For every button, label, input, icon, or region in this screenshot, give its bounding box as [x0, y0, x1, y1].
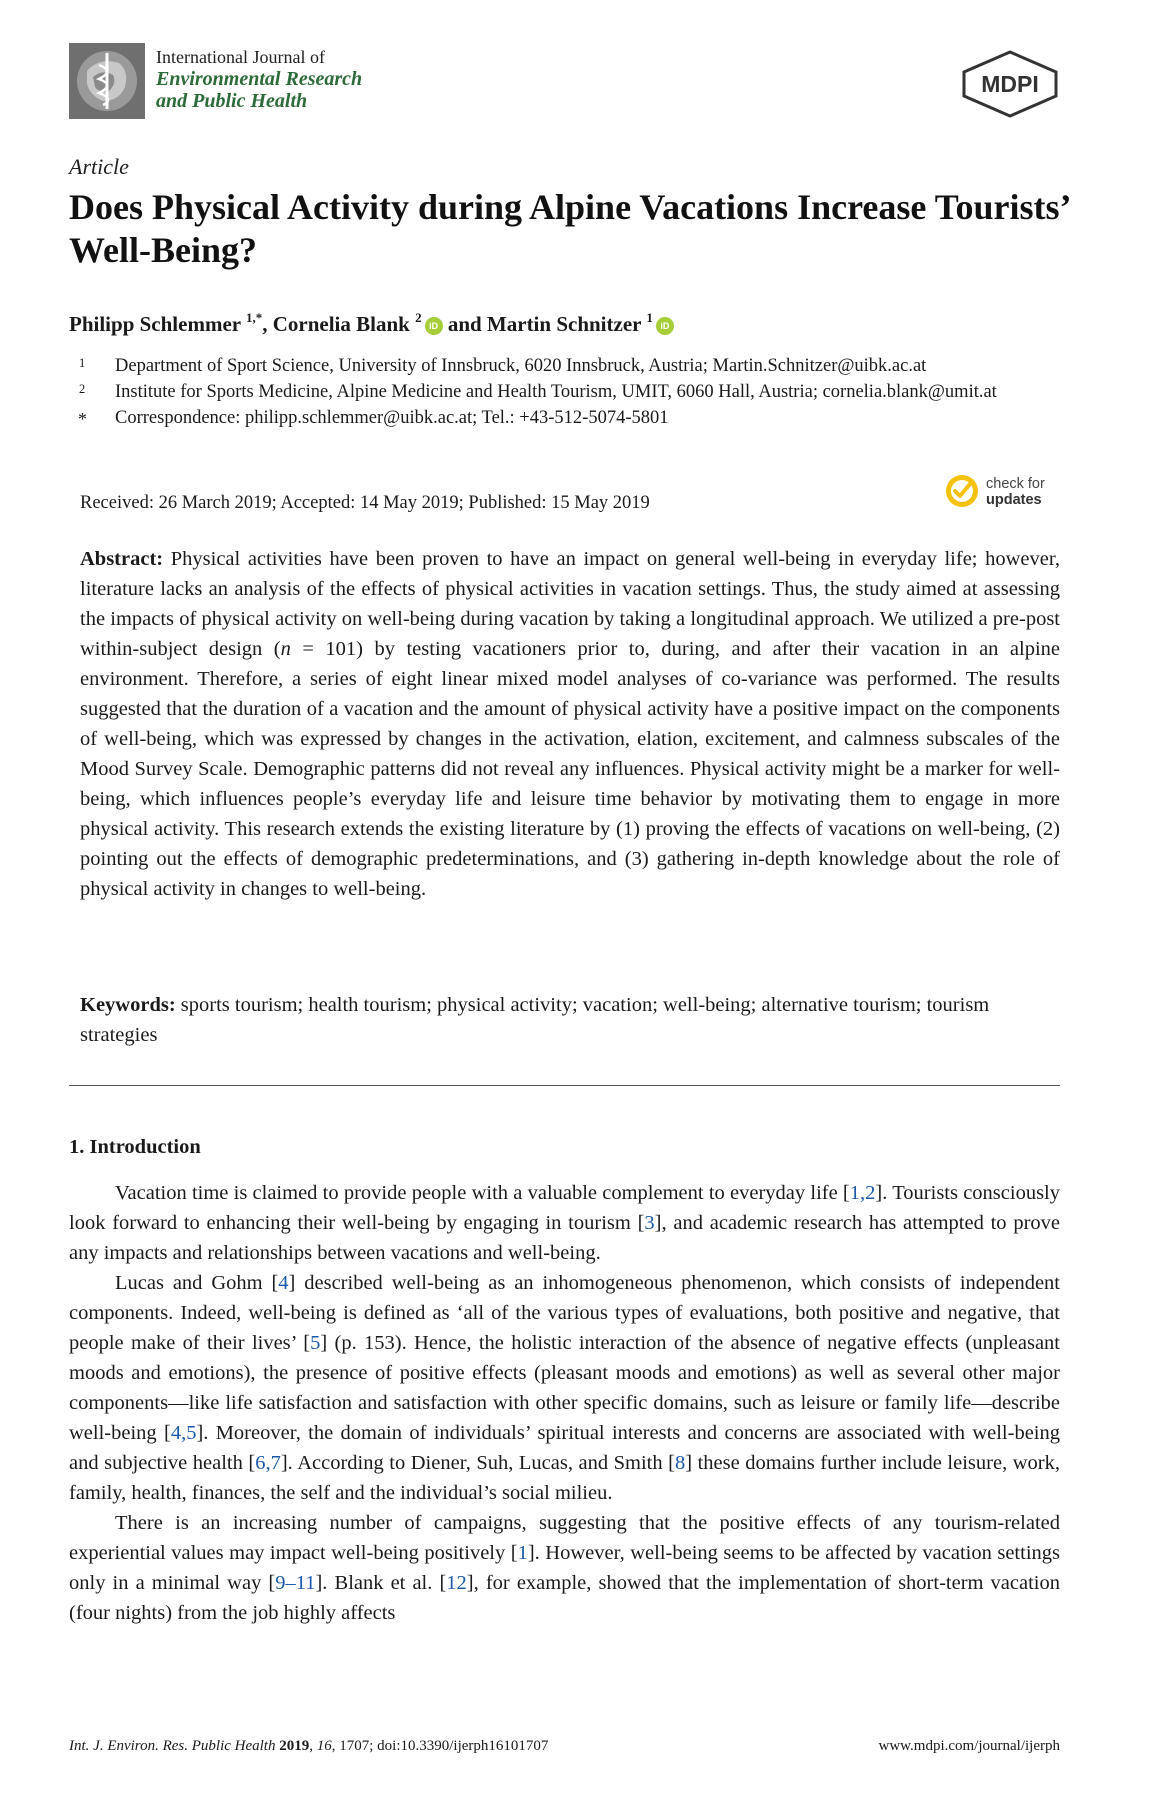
section-body — [69, 1178, 1060, 1628]
citation-link[interactable]: 3 — [644, 1212, 655, 1234]
citation-link[interactable]: 1,2 — [849, 1182, 876, 1204]
divider — [69, 1085, 1060, 1086]
footer-doi: , 1707; doi:10.3390/ijerph16101707 — [331, 1738, 549, 1754]
journal-name — [156, 46, 362, 112]
affiliation-text: Institute for Sports Medicine, Alpine Medicine and Health Tourism, UMIT, 6060 Hall, Austria; cornelia.blank@umit.at — [115, 382, 997, 402]
check-updates-line1: check for — [986, 476, 1045, 492]
citation-link[interactable]: 6,7 — [255, 1452, 281, 1474]
affiliation-item — [69, 353, 1069, 379]
journal-logo-icon — [69, 43, 145, 119]
footer-citation: Int. J. Environ. Res. Public Health 2019, 16, 1707; doi:10.3390/ijerph16101707 — [69, 1738, 549, 1754]
author-list — [69, 310, 674, 337]
abstract — [80, 544, 1060, 904]
keywords — [80, 990, 1060, 1050]
paragraph-text: ] (p. 153). Hence, the holistic interaction of the absence of negative effects (unpleasant moods and emotions), the presence of positive effects (pleasant moods and emotions) as well as several other major components—like life satisfaction and satisfaction with other specific domains, such as leisure or family life—describe well-being [ — [69, 1332, 1060, 1444]
paragraph-text: ] these domains further include leisure, work, family, health, finances, the self and the individual’s social milieu. — [69, 1452, 1060, 1504]
check-for-updates-button[interactable] — [944, 473, 1064, 517]
abstract-n-symbol: n — [280, 638, 291, 660]
paragraph-text: Vacation time is claimed to provide people with a valuable complement to everyday life [ — [115, 1182, 850, 1204]
author-separator: , — [262, 312, 273, 336]
paragraph — [69, 1178, 1060, 1268]
paragraph-text: ], for example, showed that the implementation of short-term vacation (four nights) from the job highly affects — [69, 1572, 1060, 1624]
mdpi-logo-icon — [960, 50, 1060, 118]
paragraph-text: ], and academic research has attempted to prove any impacts and relationships between vacations and well-being. — [69, 1212, 1060, 1264]
affiliation-list — [69, 353, 1069, 431]
keywords-text: sports tourism; health tourism; physical activity; vacation; well-being; alternative tourism; tourism strategies — [80, 994, 990, 1046]
paragraph — [69, 1508, 1060, 1628]
author-affiliation-marker: 1 — [646, 310, 653, 325]
orcid-icon[interactable]: iD — [425, 317, 443, 335]
check-updates-text — [986, 476, 1045, 508]
paragraph-text: ]. Moreover, the domain of individuals’ spiritual interests and concerns are associated with well-being and subjective health [ — [69, 1422, 1060, 1474]
paragraph-text: ]. However, well-being seems to be affected by vacation settings only in a minimal way [ — [69, 1542, 1060, 1594]
paragraph-text: Lucas and Gohm [ — [115, 1272, 279, 1294]
author-separator: and — [442, 312, 487, 336]
citation-link[interactable]: 5 — [310, 1332, 321, 1354]
citation-link[interactable]: 1 — [517, 1542, 528, 1564]
correspondence-marker: * — [78, 409, 87, 429]
footer-url[interactable]: www.mdpi.com/journal/ijerph — [878, 1738, 1060, 1754]
check-badge-icon — [944, 473, 980, 509]
paragraph-text: ]. Tourists consciously look forward to enhancing their well-being by engaging in tourism [ — [69, 1182, 1061, 1234]
citation-link[interactable]: 9–11 — [275, 1572, 316, 1594]
citation-link[interactable]: 8 — [675, 1452, 686, 1474]
author-name: Philipp Schlemmer — [69, 312, 241, 336]
abstract-label: Abstract: — [80, 548, 164, 570]
journal-name-line2: Environmental Research — [156, 68, 363, 90]
footer-journal-abbrev: Int. J. Environ. Res. Public Health — [69, 1738, 276, 1754]
correspondence-item — [69, 405, 1069, 431]
correspondence-text: Correspondence: philipp.schlemmer@uibk.ac.at; Tel.: +43-512-5074-5801 — [115, 408, 669, 428]
paragraph-text: ]. According to Diener, Suh, Lucas, and Smith [ — [280, 1452, 675, 1474]
author-name: Martin Schnitzer — [486, 312, 642, 336]
paragraph — [69, 1268, 1060, 1508]
affiliation-marker: 1 — [79, 356, 86, 370]
check-updates-line2: updates — [986, 492, 1042, 508]
keywords-label: Keywords: — [80, 994, 176, 1016]
mdpi-logo-text: MDPI — [981, 71, 1039, 97]
paragraph-text: There is an increasing number of campaigns, suggesting that the positive effects of any tourism-related experiential values may impact well-being positively [ — [69, 1512, 1060, 1564]
footer-year: 2019 — [279, 1738, 310, 1754]
abstract-text-cont: = 101) by testing vacationers prior to, during, and after their vacation in an alpine environment. Therefore, a series of eight linear mixed model analyses of co-variance was performed. The results suggested that the duration of a vacation and the amount of physical activity have a positive impact on the components of well-being, which was expressed by changes in the activation, elation, excitement, and calmness subscales of the Mood Survey Scale. Demographic patterns did not reveal any influences. Physical activity might be a marker for well-being, which influences people’s everyday life and leisure time behavior by motivating them to engage in more physical activity. This research extends the existing literature by (1) proving the effects of vacations on well-being, (2) pointing out the effects of demographic predeterminations, and (3) gathering in-depth knowledge about the role of physical activity in changes to well-being. — [80, 638, 1060, 900]
citation-link[interactable]: 4 — [278, 1272, 289, 1294]
publication-dates: Received: 26 March 2019; Accepted: 14 May 2019; Published: 15 May 2019 — [80, 493, 650, 513]
footer-volume: 16 — [316, 1738, 332, 1754]
page-title: Does Physical Activity during Alpine Vacations Increase Tourists’ Well-Being? — [69, 187, 1069, 270]
author-affiliation-marker: 1, — [245, 310, 256, 325]
paragraph-text: ] described well-being as an inhomogeneous phenomenon, which consists of independent components. Indeed, well-being is defined as ‘all of the various types of evaluations, both positive and negative, that people make of their lives’ [ — [69, 1272, 1061, 1354]
journal-name-line3: and Public Health — [156, 90, 308, 112]
author-name: Cornelia Blank — [272, 312, 410, 336]
author-affiliation-marker: 2 — [415, 310, 422, 325]
corresponding-marker: * — [255, 310, 263, 325]
section-heading: 1. Introduction — [69, 1136, 201, 1158]
affiliation-item — [69, 379, 1069, 405]
citation-link[interactable]: 4,5 — [170, 1422, 197, 1444]
citation-link[interactable]: 12 — [446, 1572, 467, 1594]
affiliation-text: Department of Sport Science, University of Innsbruck, 6020 Innsbruck, Austria; Martin.Schnitzer@uibk.ac.at — [115, 356, 927, 376]
affiliation-marker: 2 — [79, 382, 86, 396]
orcid-icon[interactable]: iD — [656, 317, 674, 335]
abstract-text: Physical activities have been proven to have an impact on general well-being in everyday life; however, literature lacks an analysis of the effects of physical activities in vacation settings. Thus, the study aimed at assessing the impacts of physical activity on well-being during vacation by taking a longitudinal approach. We utilized a pre-post within-subject design ( — [80, 548, 1060, 660]
article-type: Article — [69, 154, 129, 179]
paragraph-text: ]. Blank et al. [ — [315, 1572, 447, 1594]
journal-name-line1: International Journal of — [156, 47, 325, 67]
